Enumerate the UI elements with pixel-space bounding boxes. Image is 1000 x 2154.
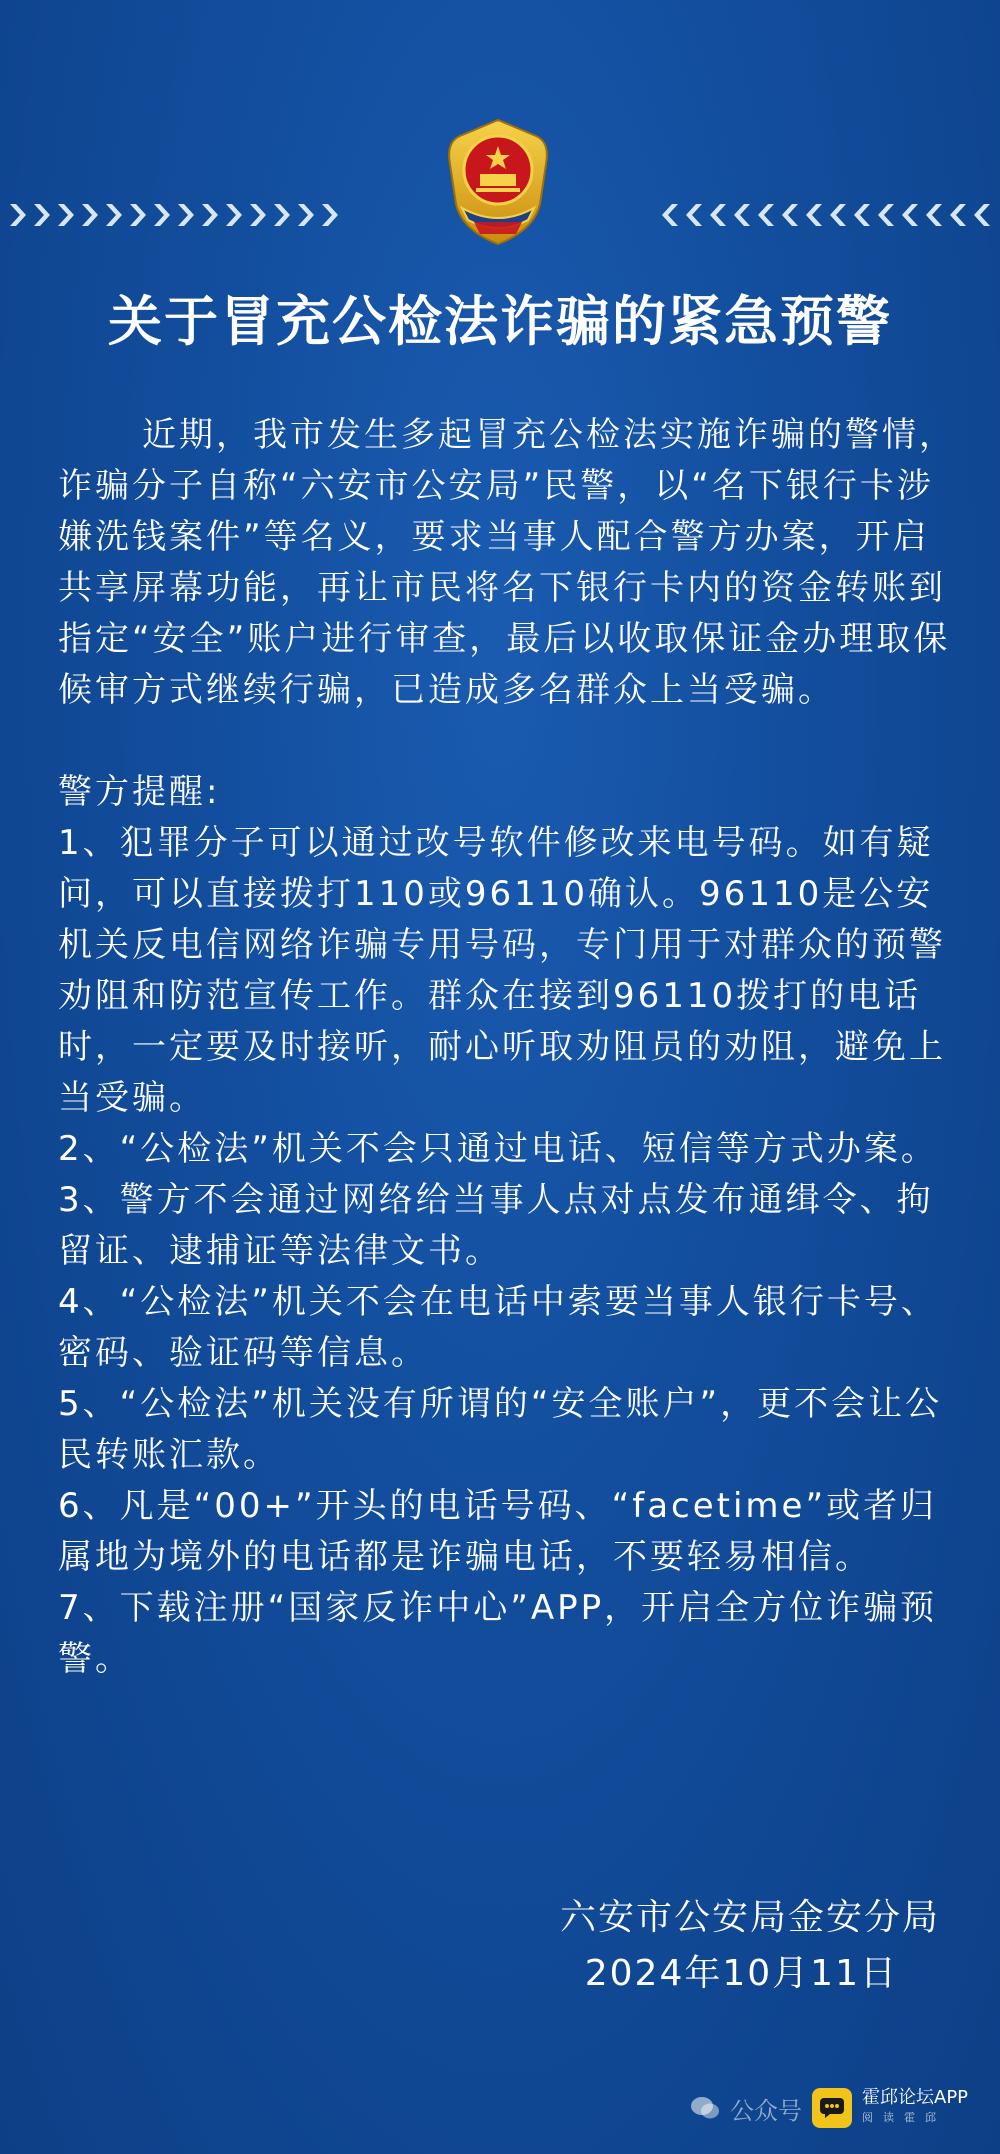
reminder-item: 2、“公检法”机关不会只通过电话、短信等方式办案。 [58,1129,938,1169]
chevron-icon [924,202,944,228]
chevron-icon [8,202,28,228]
chevron-icon [660,202,680,228]
watermark-label: 公众号 [730,2096,802,2125]
reminder-heading: 警方提醒: [58,772,221,812]
watermark [690,2083,968,2133]
reminder-item: 4、“公检法”机关不会在电话中索要当事人银行卡号、密码、验证码等信息。 [58,1282,938,1373]
app-logo-icon [812,2088,852,2128]
chevron-decoration-left [8,200,340,230]
paragraph-gap [58,716,962,767]
chevron-icon [176,202,196,228]
chevron-icon [948,202,968,228]
chevron-icon [756,202,776,228]
chevron-icon [852,202,872,228]
issue-date: 2024年10月11日 [584,1953,898,1994]
chevron-icon [708,202,728,228]
chevron-icon [200,202,220,228]
chevron-icon [828,202,848,228]
chevron-icon [972,202,992,228]
app-name [862,2088,968,2128]
chevron-icon [80,202,100,228]
chevron-icon [56,202,76,228]
chevron-icon [104,202,124,228]
reminder-item: 6、凡是“00+”开头的电话号码、“facetime”或者归属地为境外的电话都是诈骗电话，不要轻易相信。 [58,1486,938,1577]
chevron-icon [900,202,920,228]
notice-body [58,410,962,1685]
chevron-icon [684,202,704,228]
chevron-icon [732,202,752,228]
chevron-icon [780,202,800,228]
chevron-icon [296,202,316,228]
reminder-item: 1、犯罪分子可以通过改号软件修改来电号码。如有疑问，可以直接拨打110或96110确认。96110是公安机关反电信网络诈骗专用号码，专门用于对群众的预警劝阻和防范宣传工作。群众在接到96110拨打的电话时，一定要及时接听，耐心听取劝阻员的劝阻，避免上当受骗。 [58,823,946,1118]
reminder-item: 5、“公检法”机关没有所谓的“安全账户”，更不会让公民转账汇款。 [58,1384,943,1475]
chevron-icon [224,202,244,228]
reminder-item: 7、下载注册“国家反诈中心”APP，开启全方位诈骗预警。 [58,1588,938,1679]
notice-title: 关于冒充公检法诈骗的紧急预警 [108,290,892,353]
signature-block [560,1890,940,2002]
chevron-icon [32,202,52,228]
intro-paragraph: 近期，我市发生多起冒充公检法实施诈骗的警情，诈骗分子自称“六安市公安局”民警，以“名下银行卡涉嫌洗钱案件”等名义，要求当事人配合警方办案，开启共享屏幕功能，再让市民将名下银行卡内的资金转账到指定“安全”账户进行审查，最后以收取保证金办理取保候审方式继续行骗，已造成多名群众上当受骗。 [58,415,956,710]
chevron-icon [876,202,896,228]
chevron-icon [272,202,292,228]
chevron-icon [320,202,340,228]
chevron-decoration-right [660,200,992,230]
app-tagline: 阅读霍邱 [862,2111,946,2124]
issuer-name: 六安市公安局金安分局 [559,1897,940,1938]
app-name-text: 霍邱论坛APP [862,2087,969,2108]
chevron-icon [248,202,268,228]
chevron-icon [152,202,172,228]
chevron-icon [128,202,148,228]
header-banner [0,0,1000,280]
police-emblem-icon [428,112,568,252]
chevron-icon [804,202,824,228]
reminder-item: 3、警方不会通过网络给当事人点对点发布通缉令、拘留证、逮捕证等法律文书。 [58,1180,934,1271]
wechat-icon [690,2095,720,2121]
